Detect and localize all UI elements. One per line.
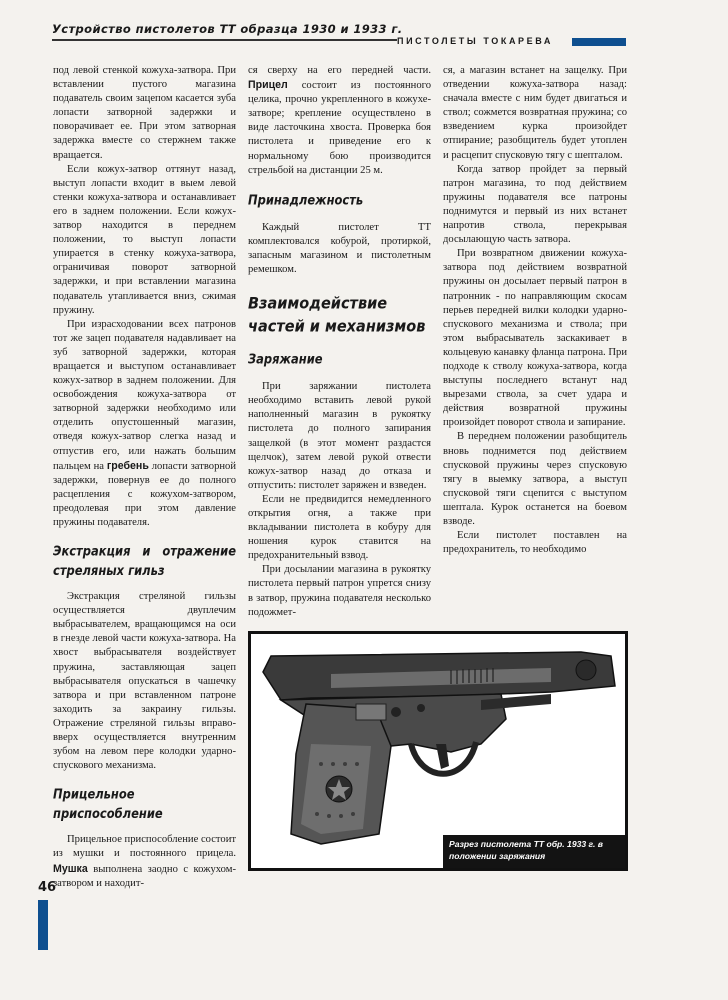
heading-extraction: Экстракция и отражение стреляных гильз bbox=[53, 542, 236, 579]
paragraph: под левой стенкой кожуха-затвора. При вставлении пустого магазина подаватель своим зацепом касается зуба лопасти затворной задержки и поворачивает ее. При этом затворная задержка вместе со стержнем также вращается. bbox=[53, 65, 236, 161]
paragraph: Если пистолет поставлен на предохранитель, то необходимо bbox=[443, 530, 627, 556]
column-2 bbox=[248, 64, 431, 620]
header-accent-bar bbox=[572, 38, 626, 46]
paragraph bbox=[53, 318, 236, 530]
heading-accessories: Принадлежность bbox=[248, 191, 364, 208]
text: лопасти затворной задержки, повернув ее до полного расцепления с кожухом-затвором, преодолевая при этом давление пружины подавателя. bbox=[53, 460, 236, 528]
header-rule bbox=[52, 39, 397, 41]
term-bold: Мушка bbox=[53, 862, 88, 875]
paragraph: Если не предвидится немедленного открытия огня, а также при вкладывании пистолета в кобуру для ношения курок ставится на предохранительный взвод. bbox=[248, 493, 431, 562]
text: выполнена заодно с кожухом-затвором и находит- bbox=[53, 863, 236, 889]
text: При израсходовании всех патронов тот же зацеп подавателя надавливает на зуб затворной задержки, которая вращается и выступом останавливает кожух-затвор в заднем положении. Для освобождения кожуха-затвора от затворной задержки необходимо или отделить опустошенный магазин, отведя кожух-затвор слегка назад и отпустив его, или нажать большим пальцем на bbox=[53, 318, 236, 472]
paragraph bbox=[53, 833, 236, 890]
paragraph: Если кожух-затвор оттянут назад, выступ лопасти входит в выем левой стенки кожуха-затвора и останавливает его в заднем положении. Если кожух-затвор находится в переднем положении, то выступ лопасти упирается в стенку кожуха-затвора, ограничивая поворот затворной задержки, и при вставлении магазина подаватель утапливается вниз, сжимая пружину. bbox=[53, 163, 236, 316]
pistol-cutaway-icon bbox=[251, 634, 625, 868]
pistol-figure bbox=[248, 631, 628, 871]
paragraph: При возвратном движении кожуха-затвора под действием возвратной пружины он досылает первый патрон в патронник - по направляющим скосам перьев передней вилки колодки ударно-спускового механизма и ствола; при этом выбрасыватель заскакивает в кольцевую канавку фланца патрона. При подходе к стволу кожуха-затвора, когда выступы последнего встанут над вырезами ствола, за счет удара и действия возвратной пружины произойдет поворот ствола и запирание. bbox=[443, 248, 627, 429]
paragraph: Когда затвор пройдет за первый патрон магазина, то под действием пружины подавателя все патроны поднимутся и первый из них встанет напротив ствола, перекрывая досылающую часть затвора. bbox=[443, 163, 627, 246]
paragraph: Экстракция стреляной гильзы осуществляется двуплечим выбрасывателем, вращающимся на оси в гнезде левой части кожуха-затвора. На хвост выбрасывателя воздействует пружина, заставляющая зацеп выбрасывателя опускаться в чашечку затвора и при вставленном патроне заходить за закраину гильзы. Отражение стреляной гильзы вправо-вверх осуществляется внутренним зубом на левом пере колодки ударно-спускового механизма. bbox=[53, 591, 236, 772]
paragraph: ся, а магазин встанет на защелку. При отведении кожуха-затвора назад: сначала вместе с ним будет двигаться и ствол; сожмется возвратная пружина; со взведением курка произойдет отпирание; разобщитель будет утоплен и расцепит спусковую тягу с шепталом. bbox=[443, 65, 627, 161]
heading-interaction: Взаимодействие частей и механизмов bbox=[248, 295, 426, 336]
paragraph bbox=[248, 64, 431, 178]
text: ся сверху на его передней части. bbox=[248, 65, 431, 76]
heading-loading: Заряжание bbox=[248, 351, 323, 368]
term-bold: гребень bbox=[106, 459, 149, 472]
running-header-section: ПИСТОЛЕТЫ ТОКАРЕВА bbox=[397, 36, 554, 46]
page-number: 46 bbox=[38, 880, 57, 895]
paragraph: В переднем положении разобщитель вновь поднимется под действием спусковой пружины через спусковую тягу в выемку затвора, а выступ спусковой тяги сцепится с выступом шептала. Курок останется на боевом взводе. bbox=[443, 431, 627, 527]
text: состоит из постоянного целика, прочно укрепленного в кожухе-затворе; крепление осуществлено в виде ласточкина хвоста. Проверка боя пистолета и приведение его к нормальному бою производится стрельбой на дистанции 25 м. bbox=[248, 80, 431, 176]
heading-sights: Прицельное приспособление bbox=[53, 785, 163, 822]
paragraph: При заряжании пистолета необходимо вставить левой рукой наполненный магазин в рукоятку пистолета до полного запирания защелкой (в этот момент раздастся щелчок), затем левой рукой отвести кожух-затвор назад до отказа и отпустить: пистолет заряжен и взведен. bbox=[248, 381, 431, 491]
running-header-title: Устройство пистолетов ТТ образца 1930 и 1933 г. bbox=[52, 22, 403, 36]
paragraph: При досылании магазина в рукоятку пистолета первый патрон упрется снизу в затвор, пружина подавателя несколько подожмет- bbox=[248, 564, 431, 618]
text: Прицельное приспособление состоит из мушки и постоянного прицела. bbox=[53, 834, 236, 860]
paragraph: Каждый пистолет ТТ комплектовался кобурой, протиркой, запасным магазином и пистолетным ремешком. bbox=[248, 221, 431, 276]
column-1 bbox=[53, 64, 236, 891]
term-bold: Прицел bbox=[248, 79, 288, 92]
column-3 bbox=[443, 64, 627, 557]
footer-accent-bar bbox=[38, 900, 48, 950]
figure-caption: Разрез пистолета ТТ обр. 1933 г. в положении заряжания bbox=[443, 835, 625, 868]
